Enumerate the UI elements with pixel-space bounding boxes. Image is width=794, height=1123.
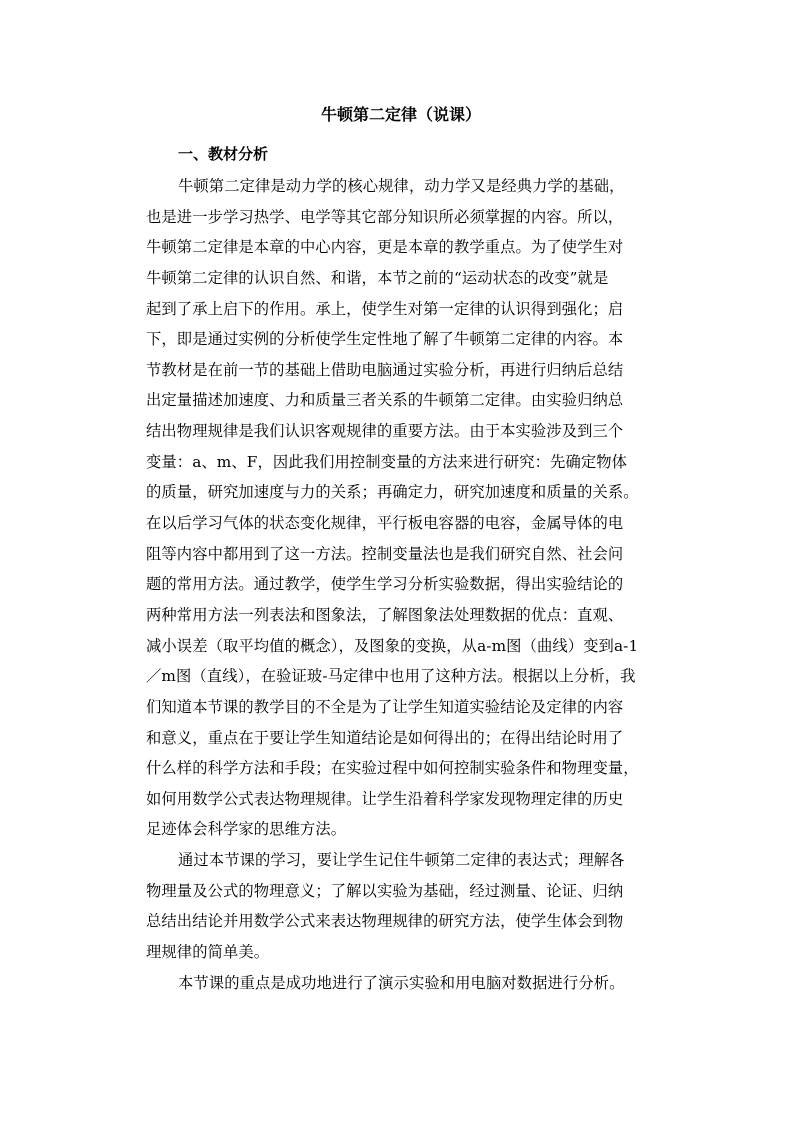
text-line: 阻等内容中都用到了这一方法。控制变量法也是我们研究自然、社会问	[146, 544, 624, 563]
text-line: 牛顿第二定律的认识自然、和谐，本节之前的“运动状态的改变”就是	[146, 268, 609, 287]
text-line: 节教材是在前一节的基础上借助电脑通过实验分析，再进行归纳后总结	[146, 360, 624, 379]
text-line: 理规律的简单美。	[146, 943, 270, 962]
text-line: 物理量及公式的物理意义；了解以实验为基础，经过测量、论证、归纳	[146, 881, 624, 900]
page-title: 牛顿第二定律（说课）	[320, 105, 481, 124]
text-line: 变量：a、m、F，因此我们用控制变量的方法来进行研究：先确定物体	[146, 452, 628, 471]
text-line: 牛顿第二定律是本章的中心内容，更是本章的教学重点。为了使学生对	[146, 238, 624, 257]
text-line: 总结出结论并用数学公式来表达物理规律的研究方法，使学生体会到物	[146, 912, 624, 931]
body-text	[146, 171, 656, 998]
text-line: 和意义，重点在于要让学生知道结论是如何得出的；在得出结论时用了	[146, 728, 624, 747]
text-line: 本节课的重点是成功地进行了演示实验和用电脑对数据进行分析。	[178, 973, 625, 992]
text-line: 们知道本节课的教学目的不全是为了让学生知道实验结论及定律的内容	[146, 697, 624, 716]
text-line: ／m图（直线），在验证玻-马定律中也用了这种方法。根据以上分析，我	[146, 667, 636, 686]
text-line: 通过本节课的学习，要让学生记住牛顿第二定律的表达式；理解各	[178, 851, 625, 870]
text-line: 也是进一步学习热学、电学等其它部分知识所必须掌握的内容。所以，	[146, 207, 624, 226]
text-line: 在以后学习气体的状态变化规律，平行板电容器的电容，金属导体的电	[146, 514, 624, 533]
section-heading: 一、教材分析	[178, 145, 269, 163]
text-line: 牛顿第二定律是动力学的核心规律，动力学又是经典力学的基础，	[178, 177, 625, 195]
text-line: 如何用数学公式表达物理规律。让学生沿着科学家发现物理定律的历史	[146, 789, 624, 808]
text-line: 出定量描述加速度、力和质量三者关系的牛顿第二定律。由实验归纳总	[146, 391, 624, 410]
text-line: 的质量，研究加速度与力的关系；再确定力，研究加速度和质量的关系。	[146, 483, 639, 502]
text-line: 起到了承上启下的作用。承上，使学生对第一定律的认识得到强化；启	[146, 299, 624, 318]
text-line: 结出物理规律是我们认识客观规律的重要方法。由于本实验涉及到三个	[146, 422, 624, 441]
text-line: 减小误差（取平均值的概念），及图象的变换，从a-m图（曲线）变到a-1	[146, 636, 639, 655]
text-line: 下，即是通过实例的分析使学生定性地了解了牛顿第二定律的内容。本	[146, 330, 624, 349]
text-line: 题的常用方法。通过教学，使学生学习分析实验数据，得出实验结论的	[146, 575, 624, 594]
text-line: 两种常用方法一列表法和图象法，了解图象法处理数据的优点：直观、	[146, 605, 624, 624]
text-line: 什么样的科学方法和手段；在实验过程中如何控制实验条件和物理变量，	[146, 759, 639, 778]
text-line: 足迹体会科学家的思维方法。	[146, 820, 347, 839]
